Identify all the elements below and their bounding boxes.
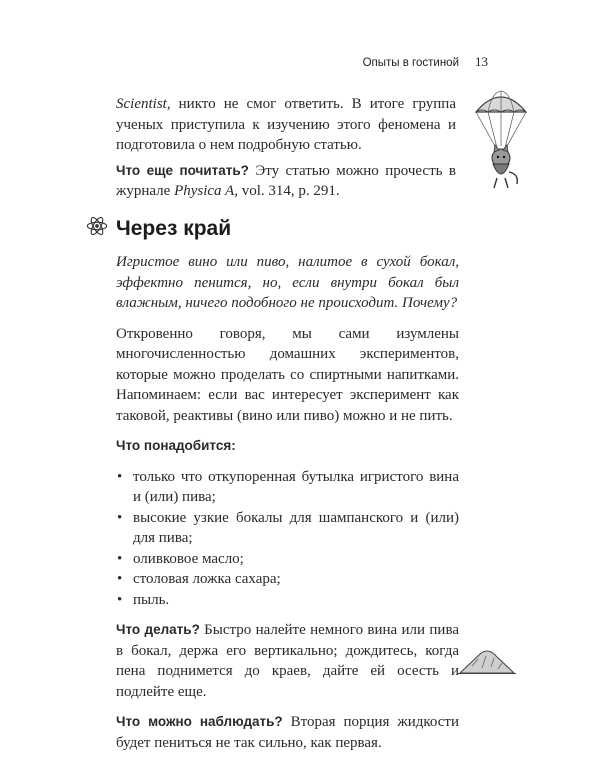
procedure-text: Быстро налейте немного вина или пива в бокал, держа его вертикально; дождитесь, когда пена поднимется до краев, дайте ей осесть и подлейте еще. <box>116 622 459 700</box>
list-item <box>116 508 459 549</box>
intro-paragraph <box>116 94 456 156</box>
intro-text: , никто не смог ответить. В итоге группа ученых приступила к изучению этого феномена и подготовила о нем подробную статью. <box>116 96 456 153</box>
bullet: • <box>117 468 123 485</box>
body-paragraph: Откровенно говоря, мы сами изумлены многочисленностью домашних экспериментов, которые можно проделать со спиртными напитками. Напоминаем: если вас интересует эксперимент как таковой, реактивы (вино или пиво) можно и не пить. <box>116 325 459 424</box>
observation-text: Вторая порция жидкости будет пениться не так сильно, как первая. <box>116 714 459 751</box>
magazine-name: Scientist <box>116 96 167 112</box>
bullet: • <box>117 571 123 587</box>
chapter-title: Через край <box>116 216 232 240</box>
section-title: Опыты в гостиной <box>362 57 459 69</box>
needed-heading-text: Что понадобится: <box>116 438 236 453</box>
needed-heading <box>116 436 459 457</box>
chapter-body <box>116 252 459 763</box>
list-item <box>116 569 459 590</box>
bullet: • <box>117 550 123 567</box>
observation-paragraph <box>116 712 459 753</box>
hill-illustration <box>458 648 516 679</box>
list-item-text: оливковое масло; <box>133 550 244 567</box>
further-reading <box>116 161 456 202</box>
journal-name: Physica A <box>174 183 235 199</box>
intro-section <box>116 94 456 202</box>
running-header <box>363 54 488 70</box>
observation-lead: Что можно наблюдать? <box>116 714 283 729</box>
experiment-question: Игристое вино или пиво, налитое в сухой бокал, эффектно пенится, но, если внутри бокал был влажным, ничего подобного не происходит. Почему? <box>116 254 459 311</box>
procedure-lead: Что делать? <box>116 622 200 637</box>
list-item <box>116 467 459 508</box>
list-item <box>116 590 459 611</box>
bullet: • <box>117 591 123 608</box>
further-reading-lead: Что еще почитать? <box>116 162 249 178</box>
list-item-text: столовая ложка сахара; <box>133 571 281 587</box>
atom-icon <box>86 215 108 242</box>
chapter-heading <box>86 215 231 242</box>
list-item-text: пыль. <box>133 591 170 608</box>
list-item <box>116 549 459 570</box>
procedure-paragraph <box>116 620 459 702</box>
bullet: • <box>117 509 123 526</box>
further-reading-text: Эту статью можно прочесть в журнале <box>116 162 456 199</box>
page-number: 13 <box>475 54 488 69</box>
parachute-cat-illustration <box>473 88 529 199</box>
list-item-text: только что откупоренная бутылка игристого вина и (или) пива; <box>133 468 459 505</box>
journal-reference: , vol. 314, p. 291. <box>234 183 340 199</box>
list-item-text: высокие узкие бокалы для шампанского и (или) для пива; <box>133 509 459 546</box>
materials-list <box>116 467 459 611</box>
